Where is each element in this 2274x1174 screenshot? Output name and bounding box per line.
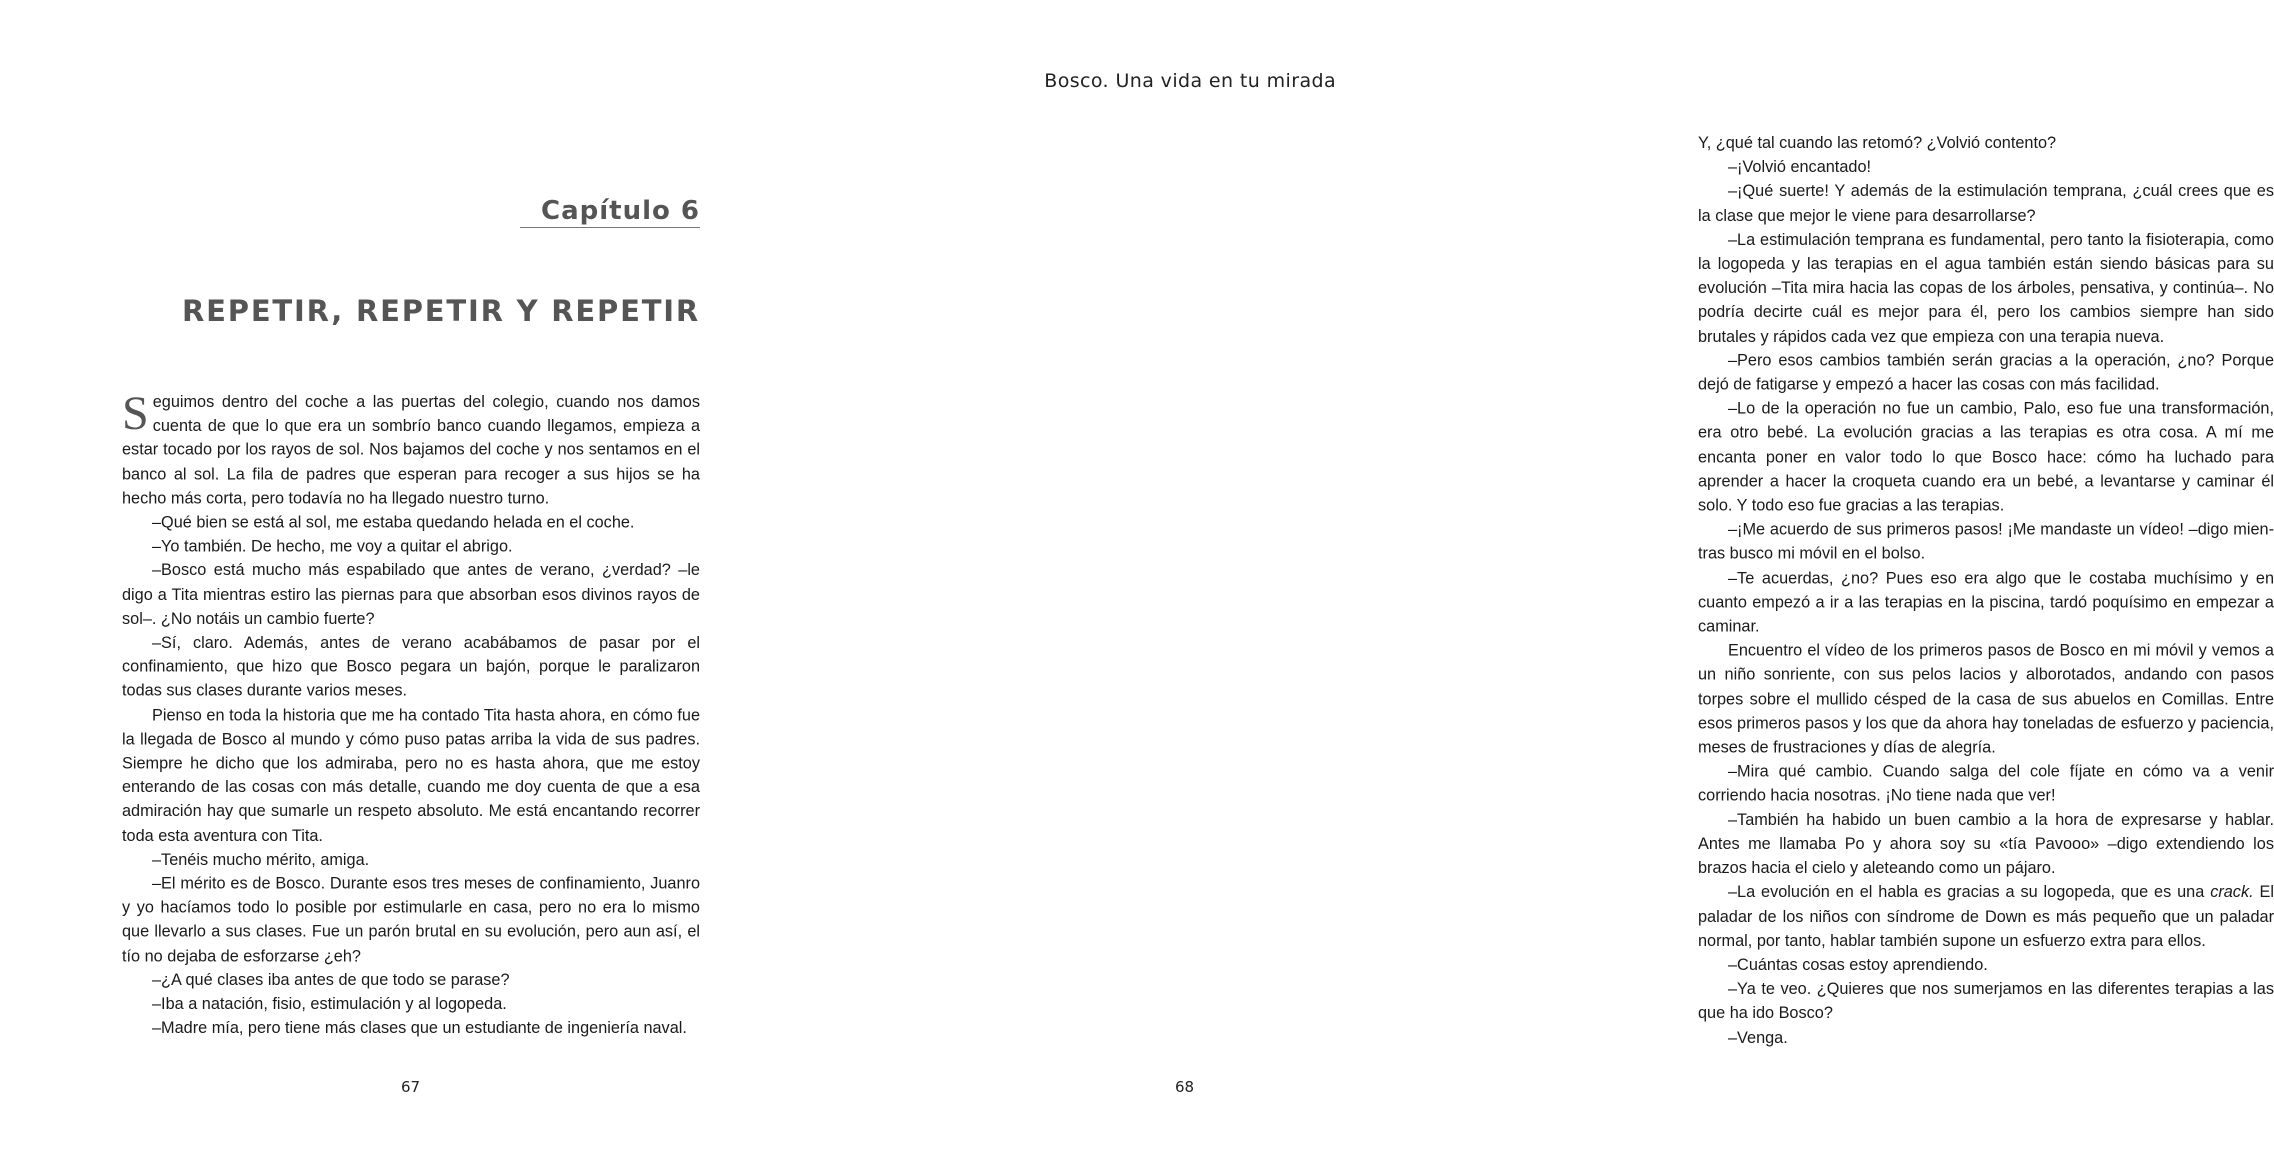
paragraph: –¡Volvió encantado! — [1728, 158, 1872, 177]
right-page — [800, 0, 2274, 1174]
paragraph: –Tenéis mucho mérito, amiga. — [152, 850, 370, 869]
paragraph: –También ha habido un buen cambio a la hora de expresarse y hablar. Antes me llamaba Po y ahora soy su «tía Pavooo» –digo extendiendo los brazos hacia el cielo y aleteando como un pájaro. — [1698, 810, 2274, 878]
opening-paragraph-text: eguimos dentro del coche a las puertas del colegio, cuando nos damos cuenta de que lo que era un sombrío banco cuando llegamos, empieza a estar tocado por los rayos de sol. Nos bajamos del coche y nos sentamos en el banco al sol. La fila de padres que esperan para recoger a sus hijos se ha hecho más corta, pero todavía no ha llegado nuestro turno. — [122, 392, 700, 508]
paragraph: –Lo de la operación no fue un cambio, Palo, eso fue una transformación, era otro bebé. La evolución gracias a las terapias es otra cosa. A mí me encanta poner en valor todo lo que Bosco hace: cómo ha luchado para aprender a hacer la croqueta cuando era un bebé, a levantarse y caminar él solo. Y todo eso fue gracias a las terapias. — [1698, 399, 2274, 515]
paragraph: Pienso en toda la historia que me ha contado Tita hasta ahora, en cómo fue la llegada de Bosco al mundo y cómo puso patas arriba la vida de sus padres. Siempre he dicho que los admiraba, pero no es hasta ahora, que me estoy enterando de las cosas con más detalle, cuando me doy cuenta de que a esa admiración hay que sumarle un respeto absoluto. Me está encantando recorrer toda esta aventura con Tita. — [122, 706, 700, 845]
italic-word: crack. — [2210, 883, 2254, 902]
paragraph-text: –La evolución en el habla es gracias a su logopeda, que es una — [1728, 883, 2211, 902]
paragraph: –Te acuerdas, ¿no? Pues eso era algo que le costaba muchísimo y en cuanto empezó a ir a las terapias en la piscina, tardó poquísimo en empezar a caminar. — [1698, 569, 2274, 636]
chapter-label: Capítulo 6 — [520, 196, 700, 228]
paragraph: –Yo también. De hecho, me voy a quitar el abrigo. — [152, 537, 513, 556]
opening-paragraph — [122, 387, 700, 510]
page-number: 67 — [401, 1078, 421, 1096]
drop-cap: S — [122, 387, 149, 440]
paragraph: –El mérito es de Bosco. Durante esos tres meses de confinamiento, Juanro y yo hacíamos todo lo posible por estimularle en casa, pero no era lo mismo que llevarlo a sus clases. Fue un parón brutal en su evolución, pero aun así, el tío no dejaba de esforzarse ¿eh? — [122, 874, 700, 966]
paragraph: Encuentro el vídeo de los primeros pasos de Bosco en mi móvil y vemos a un niño sonriente, con sus pelos lacios y alborotados, andando con pasos torpes sobre el mullido césped de la casa de sus abuelos en Comillas. Entre esos primeros pasos y los que da ahora hay toneladas de esfuerzo y paciencia, meses de frustraciones y días de alegría. — [1698, 641, 2274, 757]
paragraph — [1698, 880, 2274, 953]
paragraph-text: El paladar de los niños con síndrome de Down es más pequeño que un paladar normal, por tanto, hablar también supone un esfuerzo extra para ellos. — [1698, 883, 2274, 950]
running-head: Bosco. Una vida en tu mirada — [1044, 70, 1336, 92]
right-body-text — [1698, 131, 2274, 1050]
paragraph: –Madre mía, pero tiene más clases que un estudiante de ingeniería naval. — [152, 1019, 687, 1038]
paragraph: Y, ¿qué tal cuando las retomó? ¿Volvió contento? — [1698, 133, 2057, 152]
paragraph: –Pero esos cambios también serán gracias a la operación, ¿no? Porque dejó de fatigarse y empezó a hacer las cosas con más facilidad. — [1698, 351, 2274, 394]
paragraph: –La estimulación temprana es fundamental, pero tanto la fisioterapia, como la logopeda y las terapias en el agua también están siendo básicas para su evolución –Tita mira hacia las copas de los árboles, pensativa, y continúa–. No podría decirte cuál es mejor para él, pero los cambios siempre han sido brutales y rápidos cada vez que empieza con una terapia nueva. — [1698, 230, 2274, 346]
paragraph: –Ya te veo. ¿Quieres que nos sumerjamos en las diferentes terapias a las que ha ido Bosco? — [1698, 980, 2274, 1023]
paragraph: –Sí, claro. Además, antes de verano acabábamos de pasar por el confinamiento, que hizo que Bosco pegara un bajón, porque le paralizaron todas sus clases durante varios meses. — [122, 633, 700, 701]
paragraph: –Venga. — [1728, 1028, 1788, 1047]
left-body-text — [122, 387, 700, 1040]
paragraph: –Iba a natación, fisio, estimulación y al logopeda. — [152, 995, 507, 1014]
paragraph: –Mira qué cambio. Cuando salga del cole fíjate en cómo va a venir corriendo hacia nosotras. ¡No tiene nada que ver! — [1698, 762, 2274, 805]
page-number: 68 — [1175, 1078, 1195, 1096]
paragraph: –Qué bien se está al sol, me estaba quedando helada en el coche. — [152, 513, 635, 532]
paragraph: –¡Qué suerte! Y además de la estimulación temprana, ¿cuál crees que es la clase que mejor le viene para desarrollarse? — [1698, 182, 2274, 225]
paragraph: –¡Me acuerdo de sus primeros pasos! ¡Me mandaste un vídeo! –digo mientras busco mi móvil en el bolso. — [1698, 520, 2274, 563]
paragraph: –¿A qué clases iba antes de que todo se parase? — [152, 971, 510, 990]
left-page — [0, 0, 800, 1174]
paragraph: –Bosco está mucho más espabilado que antes de verano, ¿verdad? –le digo a Tita mientras estiro las piernas para que absorban esos divinos rayos de sol–. ¿No notáis un cambio fuerte? — [122, 561, 700, 628]
paragraph: –Cuántas cosas estoy aprendiendo. — [1728, 955, 1988, 974]
chapter-title: REPETIR, REPETIR Y REPETIR — [182, 294, 700, 328]
